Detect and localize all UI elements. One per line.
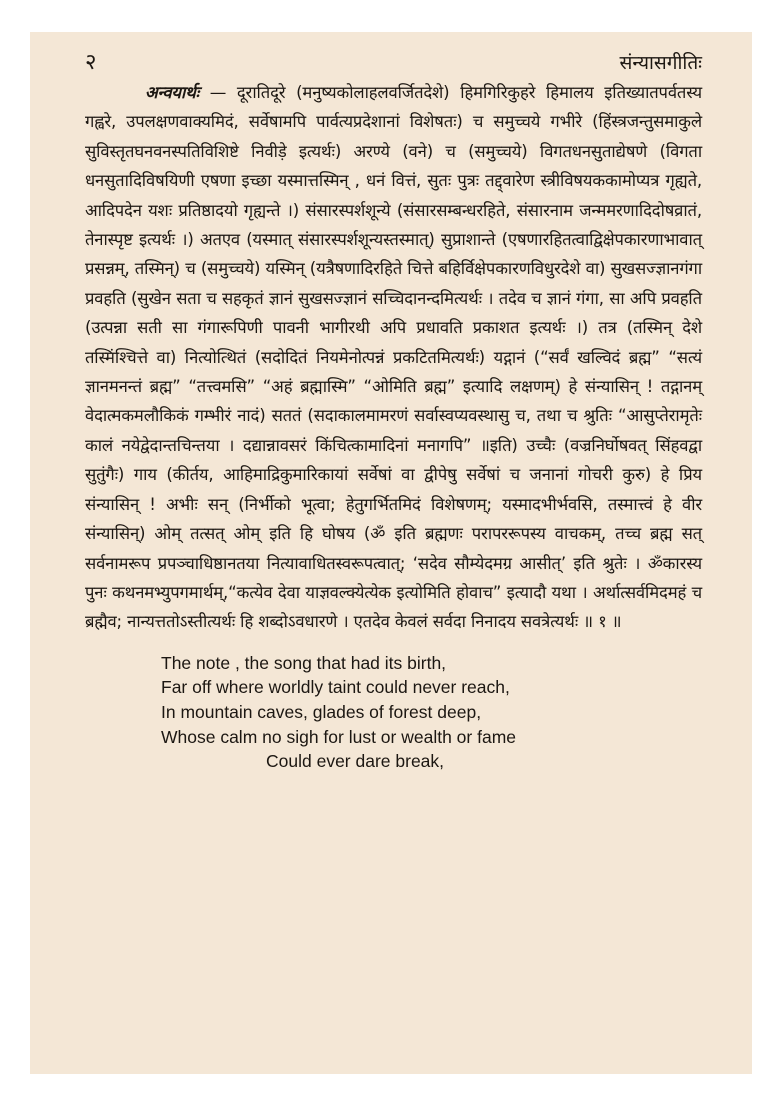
page-number: २	[85, 50, 97, 75]
verse-line: Far off where worldly taint could never reach,	[161, 677, 510, 698]
running-title: संन्यासगीतिः	[619, 52, 702, 74]
commentary-label: अन्वयार्थः	[145, 83, 199, 102]
commentary-paragraph	[85, 78, 702, 637]
page-header	[85, 46, 702, 78]
verse-line: Could ever dare break,	[266, 751, 445, 772]
english-verse	[85, 651, 702, 774]
commentary-text: दूरातिदूरे (मनुष्यकोलाहलवर्जितदेशे) हिमगिरिकुहरे हिमालय इतिख्यातपर्वतस्य गह्वरे, उपलक्षणवाक्यमिदं, सर्वेषामपि पार्वत्यप्रदेशानां विशेषतः) च समुच्चये गभीरे (हिंस्त्रजन्तुसमाकुले सुविस्तृतघनवनस्पतिविशिष्टे निवीड़े इत्यर्थः) अरण्ये (वने) च (समुच्चये) विगतधनसुताद्येषणे (विगता धनसुतादिविषयिणी एषणा इच्छा यस्मात्तस्मिन् , धनं वित्तं, सुतः पुत्रः तद्द्वारेण स्त्रीविषयककामोप्यत्र गृह्यते, आदिपदेन यशः प्रतिष्ठादयो गृह्यन्ते ।) संसारस्पर्शशून्ये (संसारसम्बन्धरहिते, संसारनाम जन्ममरणादिदोषव्रातं, तेनास्पृष्ट इत्यर्थः ।) अतएव (यस्मात् संसारस्पर्शशून्यस्तस्मात्) सुप्राशान्ते (एषणारहितत्वाद्विक्षेपकारणाभावात् प्रसन्नम्, तस्मिन्) च (समुच्चये) यस्मिन् (यत्रैषणादिरहिते चित्ते बहिर्विक्षेपकारणविधुरदेशे वा) सुखसज्ज्ञानगंगा प्रवहति (सुखेन सता च सहकृतं ज्ञानं सुखसज्ज्ञानं सच्चिदानन्दमित्यर्थः । तदेव च ज्ञानं गंगा, सा अपि प्रवहति (उत्पन्ना सती सा गंगारूपिणी पावनी भागीरथी अपि प्रधावति प्रकाशत इत्यर्थः ।) तत्र (तस्मिन् देशे तस्मिंश्चित्ते वा) नित्योत्थितं (सदोदितं नियमेनोत्पन्नं प्रकटितमित्यर्थः) यद्गानं (“सर्वं खल्विदं ब्रह्म” “सत्यं ज्ञानमनन्तं ब्रह्म” “तत्त्वमसि” “अहं ब्रह्मास्मि” “ओमिति ब्रह्म” इत्यादि लक्षणम्) हे संन्यासिन् ! तद्गानम् वेदात्मकमलौकिकं गम्भीरं नादं) सततं (सदाकालमामरणं सर्वास्वप्यवस्थासु च, तथा च श्रुतिः “आसुप्तेरामृतेः कालं नयेद्वेदान्तचिन्तया । दद्यान्नावसरं किंचित्कामादिनां मनागपि” ॥इति) उच्चैः (वज्रनिर्घोषवत् सिंहवद्वा सुतुंगैः) गाय (कीर्तय, आहिमाद्रिकुमारिकायां सर्वेषां वा द्वीपेषु सर्वेषां च जनानां गोचरी कुरु) हे प्रिय संन्यासिन् ! अभीः सन् (निर्भीको भूत्वा; हेतुगर्भितमिदं विशेषणम्; यस्मादभीर्भवसि, तस्मात्त्वं हे वीर संन्यासिन्) ओम् तत्सत् ओम् इति हि घोषय (ॐ इति ब्रह्मणः परापररूपस्य वाचकम्, तच्च ब्रह्म सत् सर्वनामरूप प्रपञ्चाधिष्ठानतया नित्यावाधितस्वरूपत्वात्; ‘सदेव सौम्येदमग्र आसीत्’ इति श्रुतेः । ॐकारस्य पुनः कथनमभ्युपगमार्थम्,“कत्येव देवा याज्ञवल्क्येत्येक इत्योमिति होवाच” इत्यादौ यथा । अर्थात्सर्वमिदमहं च ब्रह्मैव; नान्यत्ततोऽस्तीत्यर्थः हि शब्दोऽवधारणे । एतदेव केवलं सर्वदा निनादय सवत्रेत्यर्थः ॥ १ ॥	[85, 83, 702, 632]
book-page	[30, 32, 752, 1074]
verse-line: In mountain caves, glades of forest deep,	[161, 701, 482, 722]
verse-line: The note , the song that had its birth,	[161, 652, 447, 673]
commentary-dash: —	[199, 83, 237, 102]
verse-line: Whose calm no sigh for lust or wealth or fame	[161, 726, 517, 747]
